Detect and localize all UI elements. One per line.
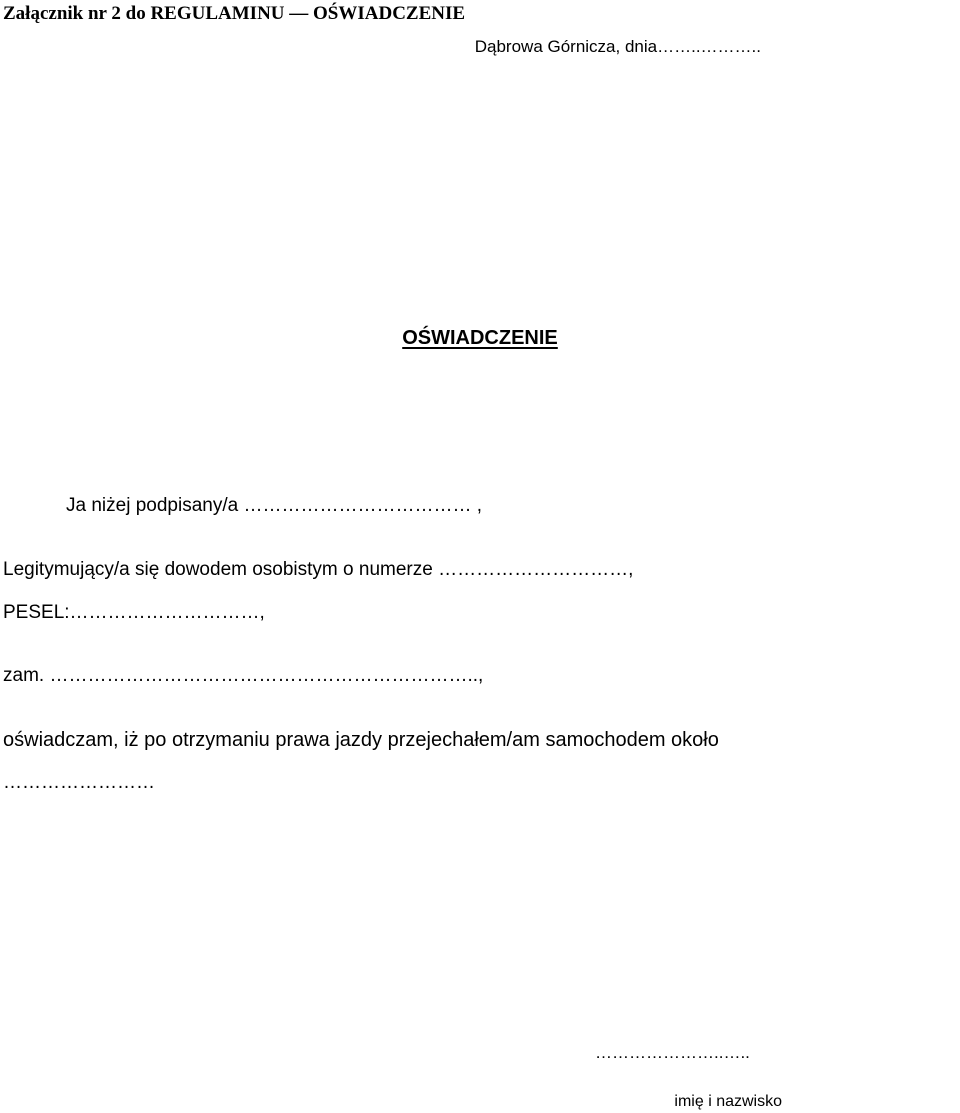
attachment-header: Załącznik nr 2 do REGULAMINU — OŚWIADCZENIE [3,3,466,24]
declaration-statement: oświadczam, iż po otrzymaniu prawa jazdy przejechałem/am samochodem około [3,729,719,751]
place-and-date: Dąbrowa Górnicza, dnia……..……….. [474,37,761,56]
signature-label: imię i nazwisko [674,1093,782,1110]
id-number-line: Legitymujący/a się dowodem osobistym o numerze …………………………, [3,559,634,580]
signature-line: …………………..….. [595,1043,750,1062]
distance-blank: …………………… [3,772,155,793]
pesel-line: PESEL:…………………………, [3,602,265,623]
address-line: zam. ………………………………………………………….., [3,665,484,686]
document-title: OŚWIADCZENIE [402,327,558,349]
declarant-name-line: Ja niżej podpisany/a ……………………………… , [66,495,483,516]
